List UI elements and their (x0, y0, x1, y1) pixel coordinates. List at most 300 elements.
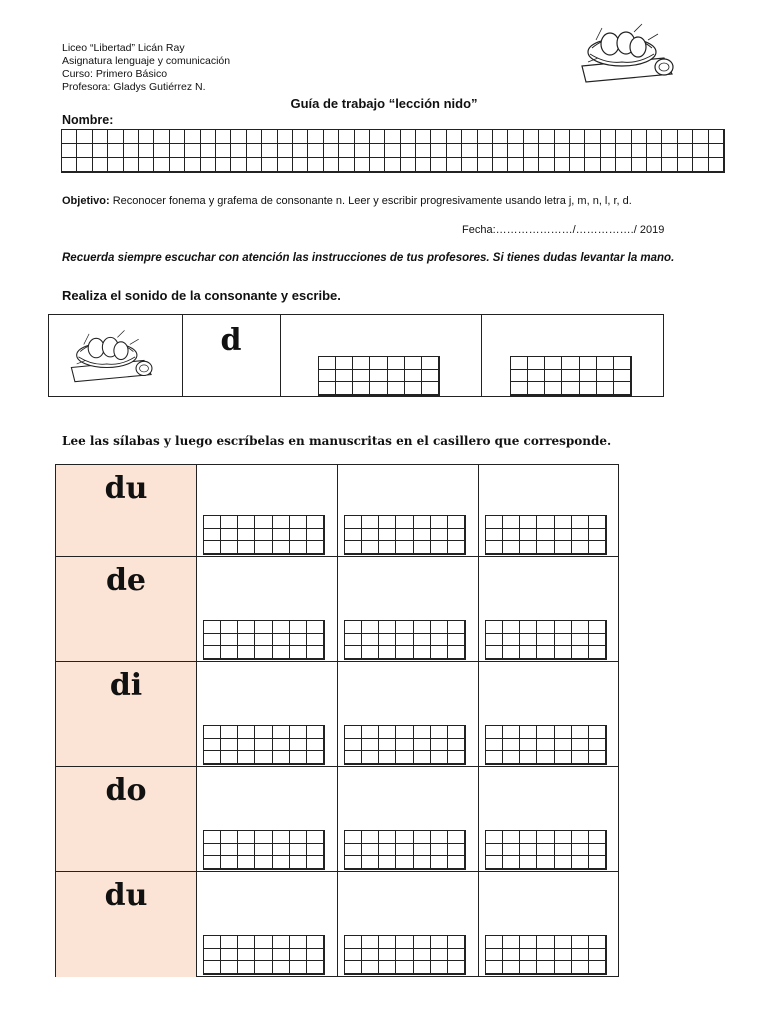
grid-cell[interactable] (307, 634, 324, 647)
grid-cell[interactable] (537, 936, 554, 949)
grid-cell[interactable] (370, 357, 387, 370)
grid-cell[interactable] (379, 646, 396, 659)
grid-cell[interactable] (290, 516, 307, 529)
grid-cell[interactable] (662, 130, 677, 144)
grid-cell[interactable] (447, 144, 462, 158)
grid-cell[interactable] (204, 844, 221, 857)
grid-cell[interactable] (336, 357, 353, 370)
grid-cell[interactable] (448, 541, 465, 554)
grid-cell[interactable] (221, 739, 238, 752)
grid-cell[interactable] (572, 949, 589, 962)
grid-cell[interactable] (414, 646, 431, 659)
grid-cell[interactable] (431, 646, 448, 659)
grid-cell[interactable] (414, 516, 431, 529)
grid-cell[interactable] (422, 357, 439, 370)
grid-cell[interactable] (486, 646, 503, 659)
name-writing-grid[interactable] (61, 129, 725, 173)
grid-cell[interactable] (204, 541, 221, 554)
grid-cell[interactable] (555, 646, 572, 659)
grid-cell[interactable] (614, 370, 631, 383)
grid-cell[interactable] (447, 130, 462, 144)
grid-cell[interactable] (319, 382, 336, 395)
grid-cell[interactable] (170, 144, 185, 158)
grid-cell[interactable] (290, 856, 307, 869)
grid-cell[interactable] (448, 831, 465, 844)
grid-cell[interactable] (486, 621, 503, 634)
grid-cell[interactable] (511, 370, 528, 383)
grid-cell[interactable] (570, 130, 585, 144)
grid-cell[interactable] (255, 949, 272, 962)
grid-cell[interactable] (414, 751, 431, 764)
grid-cell[interactable] (290, 646, 307, 659)
grid-cell[interactable] (388, 357, 405, 370)
grid-cell[interactable] (589, 751, 606, 764)
grid-cell[interactable] (379, 634, 396, 647)
grid-cell[interactable] (185, 158, 200, 172)
grid-cell[interactable] (238, 961, 255, 974)
grid-cell[interactable] (486, 856, 503, 869)
writing-grid[interactable] (485, 620, 607, 660)
grid-cell[interactable] (585, 144, 600, 158)
grid-cell[interactable] (290, 936, 307, 949)
grid-cell[interactable] (589, 856, 606, 869)
grid-cell[interactable] (216, 130, 231, 144)
grid-cell[interactable] (201, 130, 216, 144)
grid-cell[interactable] (422, 382, 439, 395)
grid-cell[interactable] (238, 529, 255, 542)
grid-cell[interactable] (555, 844, 572, 857)
grid-cell[interactable] (204, 739, 221, 752)
grid-cell[interactable] (508, 130, 523, 144)
grid-cell[interactable] (362, 634, 379, 647)
grid-cell[interactable] (572, 529, 589, 542)
grid-cell[interactable] (396, 844, 413, 857)
grid-cell[interactable] (448, 646, 465, 659)
grid-cell[interactable] (396, 621, 413, 634)
grid-cell[interactable] (290, 949, 307, 962)
grid-cell[interactable] (273, 961, 290, 974)
grid-cell[interactable] (255, 726, 272, 739)
grid-cell[interactable] (221, 516, 238, 529)
grid-cell[interactable] (589, 634, 606, 647)
grid-cell[interactable] (339, 130, 354, 144)
grid-cell[interactable] (431, 961, 448, 974)
grid-cell[interactable] (273, 529, 290, 542)
grid-cell[interactable] (545, 370, 562, 383)
grid-cell[interactable] (345, 739, 362, 752)
grid-cell[interactable] (379, 936, 396, 949)
grid-cell[interactable] (537, 646, 554, 659)
grid-cell[interactable] (448, 726, 465, 739)
grid-cell[interactable] (478, 158, 493, 172)
grid-cell[interactable] (238, 844, 255, 857)
grid-cell[interactable] (520, 961, 537, 974)
grid-cell[interactable] (414, 529, 431, 542)
grid-cell[interactable] (396, 751, 413, 764)
grid-cell[interactable] (77, 144, 92, 158)
grid-cell[interactable] (431, 844, 448, 857)
grid-cell[interactable] (221, 751, 238, 764)
grid-cell[interactable] (511, 357, 528, 370)
grid-cell[interactable] (580, 370, 597, 383)
grid-cell[interactable] (221, 726, 238, 739)
grid-cell[interactable] (388, 382, 405, 395)
grid-cell[interactable] (336, 382, 353, 395)
grid-cell[interactable] (204, 936, 221, 949)
grid-cell[interactable] (385, 158, 400, 172)
grid-cell[interactable] (273, 936, 290, 949)
grid-cell[interactable] (414, 961, 431, 974)
grid-cell[interactable] (524, 158, 539, 172)
grid-cell[interactable] (319, 357, 336, 370)
grid-cell[interactable] (362, 726, 379, 739)
grid-cell[interactable] (255, 739, 272, 752)
grid-cell[interactable] (307, 936, 324, 949)
grid-cell[interactable] (345, 541, 362, 554)
grid-cell[interactable] (154, 158, 169, 172)
grid-cell[interactable] (486, 949, 503, 962)
grid-cell[interactable] (555, 634, 572, 647)
grid-cell[interactable] (448, 751, 465, 764)
grid-cell[interactable] (414, 739, 431, 752)
grid-cell[interactable] (555, 541, 572, 554)
grid-cell[interactable] (555, 831, 572, 844)
grid-cell[interactable] (353, 357, 370, 370)
grid-cell[interactable] (108, 144, 123, 158)
writing-grid[interactable] (344, 830, 466, 870)
grid-cell[interactable] (580, 357, 597, 370)
grid-cell[interactable] (555, 621, 572, 634)
grid-cell[interactable] (508, 144, 523, 158)
grid-cell[interactable] (379, 739, 396, 752)
grid-cell[interactable] (139, 130, 154, 144)
grid-cell[interactable] (405, 370, 422, 383)
grid-cell[interactable] (572, 541, 589, 554)
grid-cell[interactable] (486, 529, 503, 542)
grid-cell[interactable] (416, 158, 431, 172)
grid-cell[interactable] (503, 844, 520, 857)
grid-cell[interactable] (572, 751, 589, 764)
grid-cell[interactable] (273, 634, 290, 647)
grid-cell[interactable] (520, 856, 537, 869)
grid-cell[interactable] (170, 158, 185, 172)
grid-cell[interactable] (520, 634, 537, 647)
grid-cell[interactable] (255, 831, 272, 844)
grid-cell[interactable] (221, 949, 238, 962)
grid-cell[interactable] (555, 130, 570, 144)
grid-cell[interactable] (324, 144, 339, 158)
grid-cell[interactable] (204, 634, 221, 647)
grid-cell[interactable] (308, 130, 323, 144)
grid-cell[interactable] (503, 621, 520, 634)
grid-cell[interactable] (290, 726, 307, 739)
grid-cell[interactable] (508, 158, 523, 172)
grid-cell[interactable] (307, 949, 324, 962)
grid-cell[interactable] (589, 726, 606, 739)
grid-cell[interactable] (154, 130, 169, 144)
grid-cell[interactable] (396, 739, 413, 752)
grid-cell[interactable] (572, 936, 589, 949)
grid-cell[interactable] (273, 751, 290, 764)
grid-cell[interactable] (503, 949, 520, 962)
grid-cell[interactable] (231, 158, 246, 172)
grid-cell[interactable] (524, 130, 539, 144)
grid-cell[interactable] (709, 158, 724, 172)
grid-cell[interactable] (448, 739, 465, 752)
grid-cell[interactable] (462, 158, 477, 172)
grid-cell[interactable] (324, 130, 339, 144)
grid-cell[interactable] (273, 621, 290, 634)
grid-cell[interactable] (262, 144, 277, 158)
grid-cell[interactable] (709, 144, 724, 158)
grid-cell[interactable] (221, 936, 238, 949)
grid-cell[interactable] (616, 144, 631, 158)
grid-cell[interactable] (379, 726, 396, 739)
grid-cell[interactable] (204, 949, 221, 962)
grid-cell[interactable] (396, 646, 413, 659)
grid-cell[interactable] (478, 130, 493, 144)
writing-grid[interactable] (485, 515, 607, 555)
grid-cell[interactable] (370, 370, 387, 383)
grid-cell[interactable] (503, 529, 520, 542)
grid-cell[interactable] (355, 144, 370, 158)
writing-grid[interactable] (485, 935, 607, 975)
grid-cell[interactable] (486, 936, 503, 949)
grid-cell[interactable] (528, 370, 545, 383)
grid-cell[interactable] (431, 726, 448, 739)
grid-cell[interactable] (555, 949, 572, 962)
grid-cell[interactable] (503, 541, 520, 554)
grid-cell[interactable] (204, 856, 221, 869)
grid-cell[interactable] (290, 961, 307, 974)
grid-cell[interactable] (204, 726, 221, 739)
grid-cell[interactable] (537, 856, 554, 869)
grid-cell[interactable] (493, 158, 508, 172)
grid-cell[interactable] (308, 144, 323, 158)
grid-cell[interactable] (307, 516, 324, 529)
grid-cell[interactable] (278, 130, 293, 144)
grid-cell[interactable] (520, 646, 537, 659)
grid-cell[interactable] (370, 130, 385, 144)
grid-cell[interactable] (345, 516, 362, 529)
grid-cell[interactable] (585, 130, 600, 144)
grid-cell[interactable] (278, 158, 293, 172)
grid-cell[interactable] (486, 634, 503, 647)
grid-cell[interactable] (273, 856, 290, 869)
grid-cell[interactable] (353, 370, 370, 383)
grid-cell[interactable] (503, 936, 520, 949)
grid-cell[interactable] (572, 726, 589, 739)
grid-cell[interactable] (216, 158, 231, 172)
grid-cell[interactable] (693, 130, 708, 144)
grid-cell[interactable] (396, 529, 413, 542)
grid-cell[interactable] (204, 646, 221, 659)
grid-cell[interactable] (589, 831, 606, 844)
grid-cell[interactable] (414, 949, 431, 962)
grid-cell[interactable] (414, 936, 431, 949)
grid-cell[interactable] (448, 961, 465, 974)
grid-cell[interactable] (221, 961, 238, 974)
grid-cell[interactable] (396, 856, 413, 869)
grid-cell[interactable] (345, 634, 362, 647)
grid-cell[interactable] (693, 158, 708, 172)
grid-cell[interactable] (345, 844, 362, 857)
grid-cell[interactable] (431, 144, 446, 158)
grid-cell[interactable] (678, 158, 693, 172)
writing-grid[interactable] (485, 725, 607, 765)
grid-cell[interactable] (589, 516, 606, 529)
grid-cell[interactable] (221, 541, 238, 554)
grid-cell[interactable] (601, 158, 616, 172)
grid-cell[interactable] (362, 541, 379, 554)
grid-cell[interactable] (201, 158, 216, 172)
grid-cell[interactable] (539, 158, 554, 172)
grid-cell[interactable] (539, 144, 554, 158)
grid-cell[interactable] (238, 949, 255, 962)
grid-cell[interactable] (221, 634, 238, 647)
grid-cell[interactable] (572, 516, 589, 529)
grid-cell[interactable] (431, 130, 446, 144)
writing-grid[interactable] (510, 356, 632, 396)
grid-cell[interactable] (307, 831, 324, 844)
grid-cell[interactable] (370, 382, 387, 395)
grid-cell[interactable] (379, 831, 396, 844)
grid-cell[interactable] (448, 949, 465, 962)
grid-cell[interactable] (355, 130, 370, 144)
writing-grid[interactable] (344, 620, 466, 660)
grid-cell[interactable] (339, 158, 354, 172)
grid-cell[interactable] (601, 144, 616, 158)
grid-cell[interactable] (647, 144, 662, 158)
grid-cell[interactable] (448, 621, 465, 634)
grid-cell[interactable] (401, 130, 416, 144)
grid-cell[interactable] (255, 646, 272, 659)
grid-cell[interactable] (324, 158, 339, 172)
grid-cell[interactable] (385, 144, 400, 158)
grid-cell[interactable] (204, 961, 221, 974)
grid-cell[interactable] (537, 516, 554, 529)
grid-cell[interactable] (414, 621, 431, 634)
grid-cell[interactable] (537, 529, 554, 542)
grid-cell[interactable] (431, 739, 448, 752)
grid-cell[interactable] (422, 370, 439, 383)
grid-cell[interactable] (414, 831, 431, 844)
grid-cell[interactable] (414, 856, 431, 869)
grid-cell[interactable] (520, 529, 537, 542)
grid-cell[interactable] (614, 357, 631, 370)
grid-cell[interactable] (308, 158, 323, 172)
grid-cell[interactable] (201, 144, 216, 158)
grid-cell[interactable] (290, 751, 307, 764)
grid-cell[interactable] (431, 751, 448, 764)
grid-cell[interactable] (362, 739, 379, 752)
grid-cell[interactable] (231, 144, 246, 158)
grid-cell[interactable] (370, 158, 385, 172)
grid-cell[interactable] (396, 936, 413, 949)
grid-cell[interactable] (520, 541, 537, 554)
grid-cell[interactable] (616, 158, 631, 172)
grid-cell[interactable] (185, 130, 200, 144)
grid-cell[interactable] (362, 831, 379, 844)
grid-cell[interactable] (345, 949, 362, 962)
grid-cell[interactable] (216, 144, 231, 158)
grid-cell[interactable] (589, 949, 606, 962)
grid-cell[interactable] (379, 529, 396, 542)
grid-cell[interactable] (238, 646, 255, 659)
grid-cell[interactable] (555, 739, 572, 752)
grid-cell[interactable] (431, 541, 448, 554)
grid-cell[interactable] (431, 516, 448, 529)
grid-cell[interactable] (77, 130, 92, 144)
grid-cell[interactable] (204, 831, 221, 844)
grid-cell[interactable] (503, 646, 520, 659)
grid-cell[interactable] (345, 936, 362, 949)
grid-cell[interactable] (545, 382, 562, 395)
grid-cell[interactable] (345, 726, 362, 739)
grid-cell[interactable] (379, 751, 396, 764)
grid-cell[interactable] (478, 144, 493, 158)
grid-cell[interactable] (572, 634, 589, 647)
writing-grid[interactable] (203, 830, 325, 870)
grid-cell[interactable] (555, 751, 572, 764)
grid-cell[interactable] (431, 158, 446, 172)
grid-cell[interactable] (589, 529, 606, 542)
grid-cell[interactable] (555, 158, 570, 172)
grid-cell[interactable] (62, 144, 77, 158)
writing-grid[interactable] (203, 620, 325, 660)
grid-cell[interactable] (379, 856, 396, 869)
writing-grid[interactable] (203, 725, 325, 765)
grid-cell[interactable] (307, 541, 324, 554)
grid-cell[interactable] (355, 158, 370, 172)
grid-cell[interactable] (345, 646, 362, 659)
grid-cell[interactable] (537, 726, 554, 739)
grid-cell[interactable] (539, 130, 554, 144)
grid-cell[interactable] (562, 357, 579, 370)
grid-cell[interactable] (632, 144, 647, 158)
grid-cell[interactable] (524, 144, 539, 158)
grid-cell[interactable] (278, 144, 293, 158)
grid-cell[interactable] (416, 144, 431, 158)
grid-cell[interactable] (238, 856, 255, 869)
grid-cell[interactable] (307, 621, 324, 634)
grid-cell[interactable] (486, 961, 503, 974)
grid-cell[interactable] (273, 844, 290, 857)
grid-cell[interactable] (416, 130, 431, 144)
grid-cell[interactable] (319, 370, 336, 383)
grid-cell[interactable] (486, 516, 503, 529)
grid-cell[interactable] (555, 516, 572, 529)
grid-cell[interactable] (503, 726, 520, 739)
grid-cell[interactable] (108, 130, 123, 144)
grid-cell[interactable] (585, 158, 600, 172)
grid-cell[interactable] (170, 130, 185, 144)
grid-cell[interactable] (255, 621, 272, 634)
grid-cell[interactable] (486, 726, 503, 739)
grid-cell[interactable] (185, 144, 200, 158)
grid-cell[interactable] (448, 856, 465, 869)
grid-cell[interactable] (520, 936, 537, 949)
grid-cell[interactable] (545, 357, 562, 370)
grid-cell[interactable] (662, 144, 677, 158)
grid-cell[interactable] (570, 158, 585, 172)
grid-cell[interactable] (238, 831, 255, 844)
grid-cell[interactable] (520, 726, 537, 739)
grid-cell[interactable] (647, 158, 662, 172)
grid-cell[interactable] (486, 541, 503, 554)
grid-cell[interactable] (493, 130, 508, 144)
grid-cell[interactable] (503, 856, 520, 869)
